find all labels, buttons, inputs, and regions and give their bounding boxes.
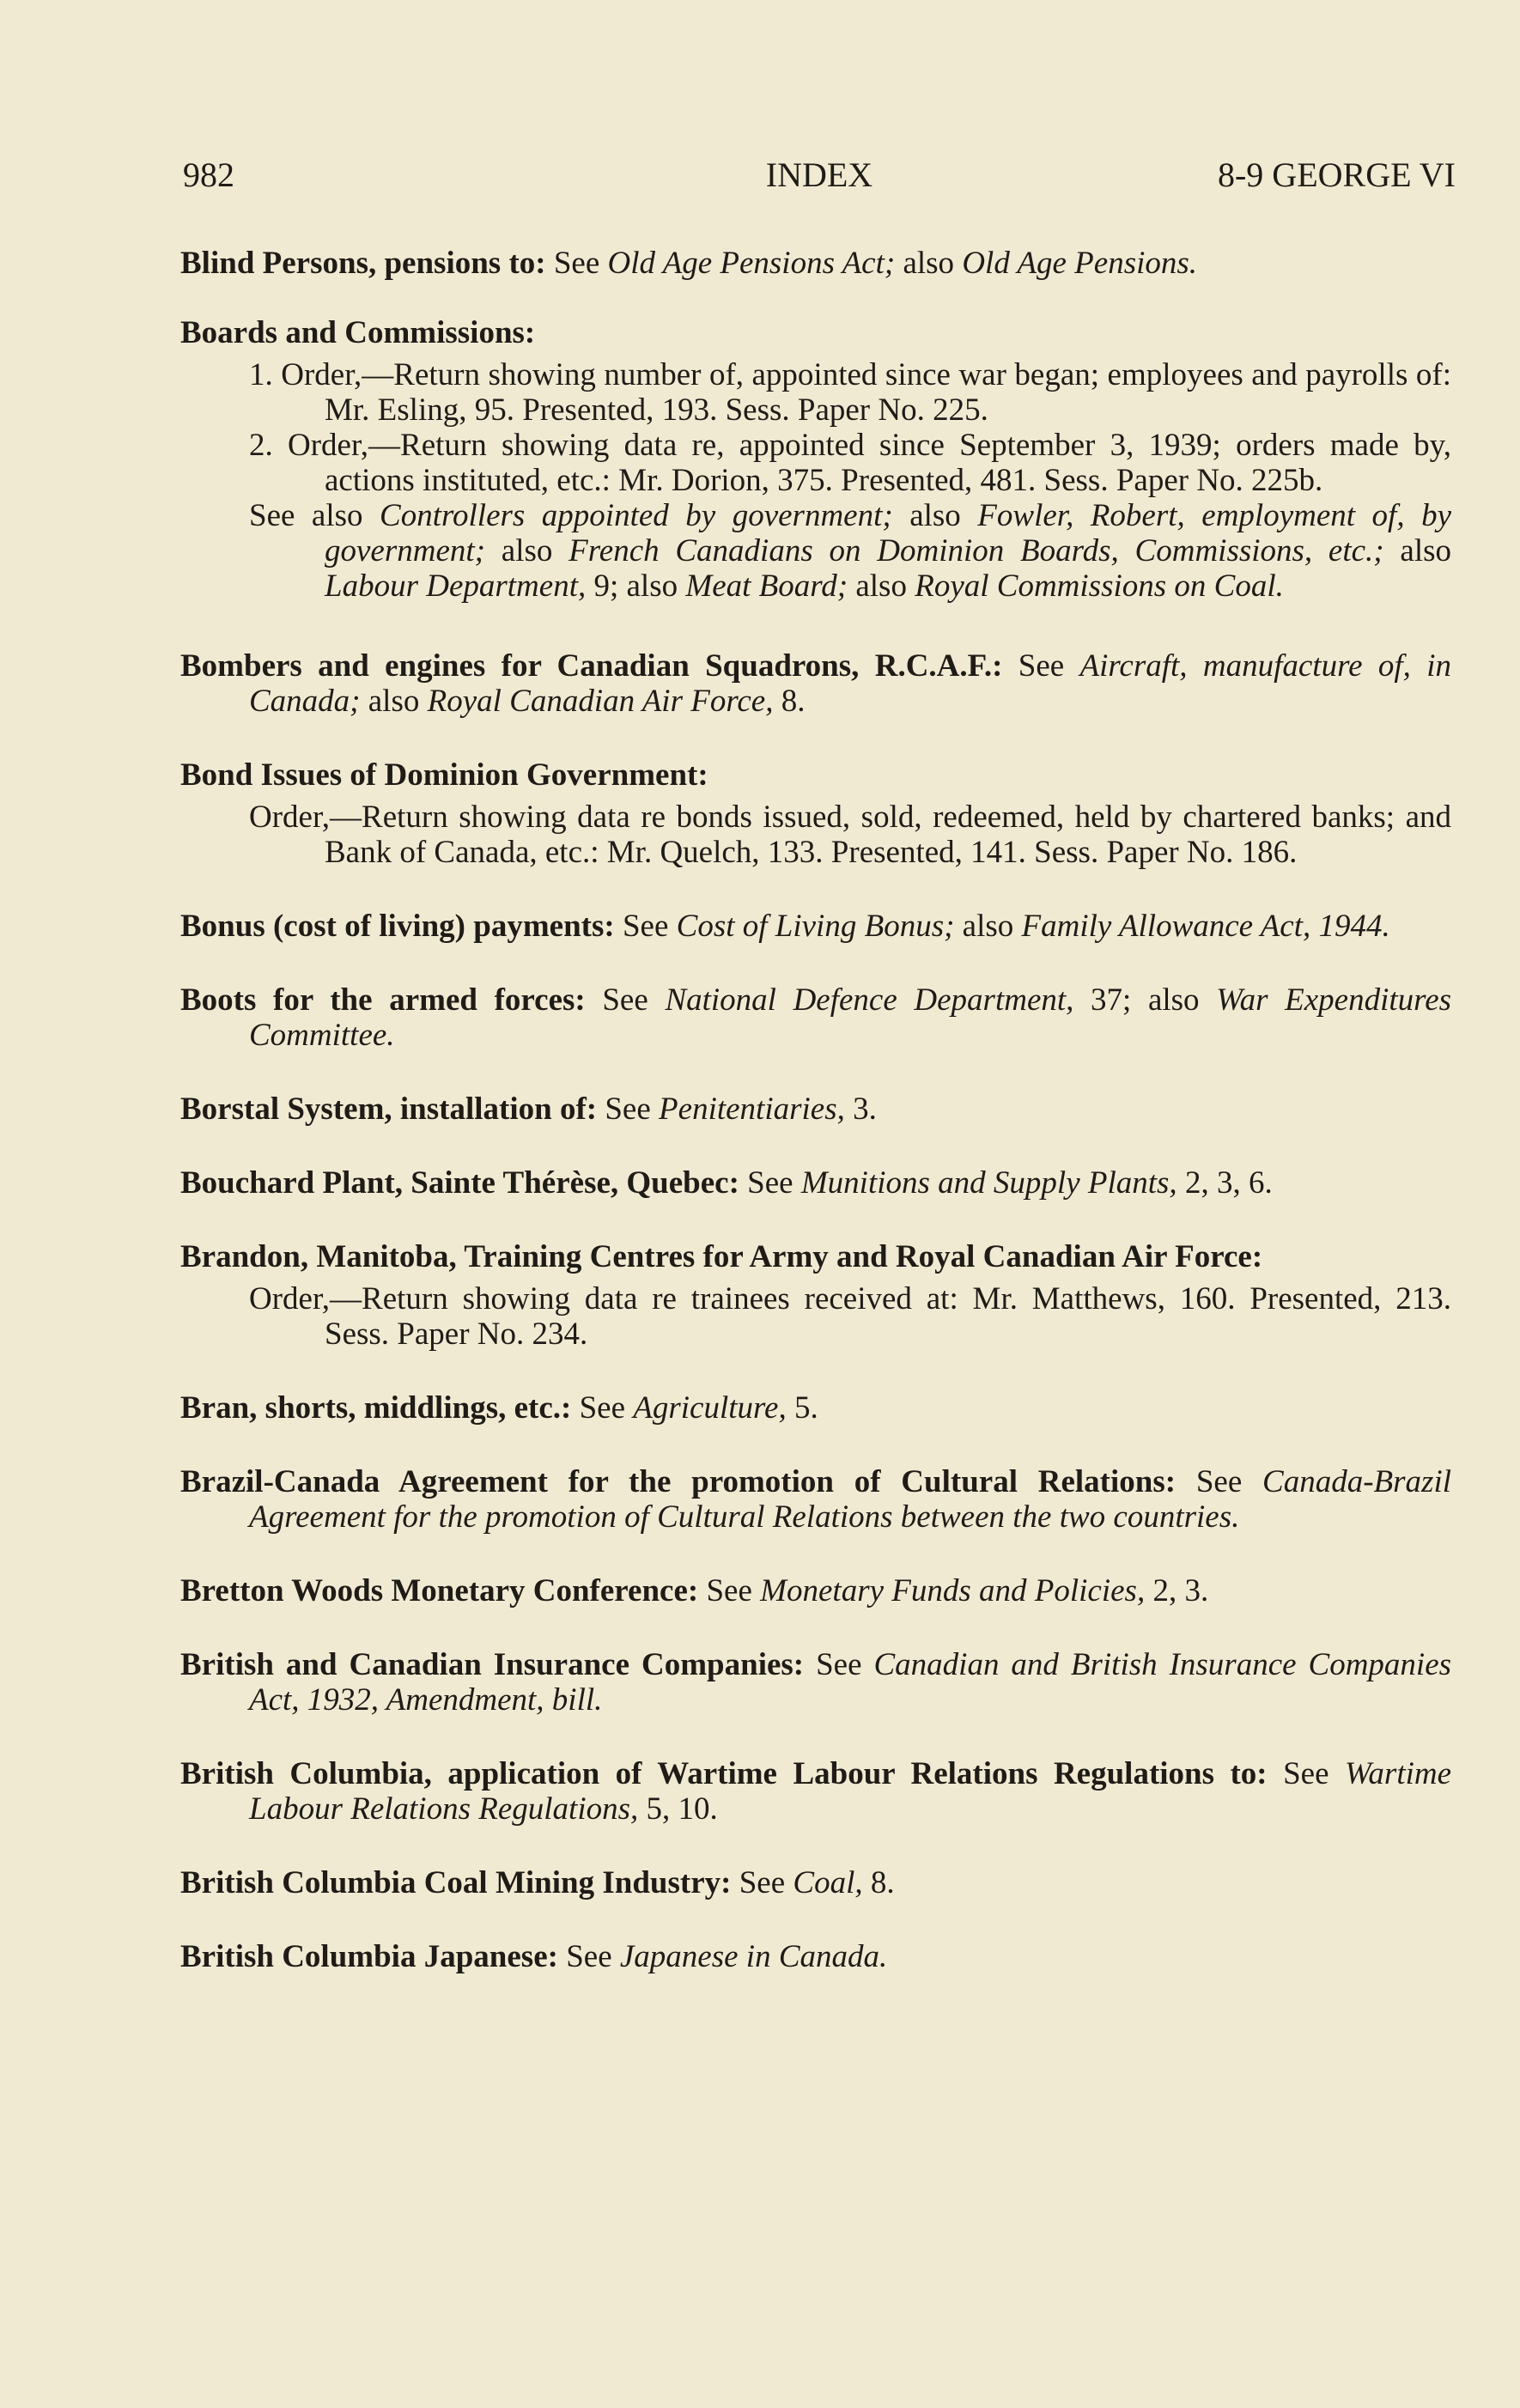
- entry-heading: Bonus (cost of living) payments:: [180, 909, 615, 944]
- cross-reference: Old Age Pensions Act;: [607, 246, 896, 281]
- index-entry: Blind Persons, pensions to: See Old Age Pensions Act; also Old Age Pensions.: [180, 246, 1198, 281]
- index-entry: Bombers and engines for Canadian Squadrons, R.C.A.F.: See Aircraft, manufacture of, in Canada; also Royal Canadian Air Force, 8.: [180, 648, 1451, 719]
- index-entry: [180, 315, 1451, 604]
- entry-heading: Bond Issues of Dominion Government:: [180, 757, 708, 793]
- entry-heading: British and Canadian Insurance Companies:: [180, 1647, 805, 1682]
- entry-heading: Boots for the armed forces:: [180, 982, 586, 1018]
- order-item: 2. Order,—Return showing data re, appointed since September 3, 1939; orders made by, actions instituted, etc.: Mr. Dorion, 375. Presented, 481. Sess. Paper No. 225b.: [249, 428, 1451, 498]
- index-entry: Brazil-Canada Agreement for the promotion of Cultural Relations: See Canada-Brazil Agreement for the promotion of Cultural Relations between the two countries.: [180, 1464, 1452, 1535]
- entry-heading: Borstal System, installation of:: [180, 1092, 598, 1127]
- see-also: See also Controllers appointed by government; also Fowler, Robert, employment of, by government; also French Canadians on Dominion Boards, Commissions, etc.; also Labour Department, 9; also Meat Board; also Royal Commissions on Coal.: [249, 498, 1452, 604]
- index-entry: Bonus (cost of living) payments: See Cost of Living Bonus; also Family Allowance Act, 1944.: [180, 909, 1390, 944]
- entry-heading: Bombers and engines for Canadian Squadrons, R.C.A.F.:: [180, 648, 1003, 684]
- entry-heading: British Columbia Japanese:: [180, 1939, 558, 1974]
- index-entry: Bouchard Plant, Sainte Thérèse, Quebec: See Munitions and Supply Plants, 2, 3, 6.: [180, 1165, 1273, 1201]
- index-entry: British Columbia Japanese: See Japanese in Canada.: [180, 1939, 888, 1974]
- index-entry: Bretton Woods Monetary Conference: See Monetary Funds and Policies, 2, 3.: [180, 1573, 1209, 1608]
- entry-heading: Bran, shorts, middlings, etc.:: [180, 1390, 572, 1426]
- index-entry: British Columbia, application of Wartime Labour Relations Regulations to: See Wartime Labour Relations Regulations, 5, 10.: [180, 1756, 1452, 1827]
- order-item: 1. Order,—Return showing number of, appointed since war began; employees and payrolls of: Mr. Esling, 95. Presented, 193. Sess. Paper No. 225.: [249, 357, 1451, 428]
- index-entry: Boots for the armed forces: See National Defence Department, 37; also War Expenditures Committee.: [180, 982, 1452, 1053]
- index-entry: British and Canadian Insurance Companies: See Canadian and British Insurance Companies Act, 1932, Amendment, bill.: [180, 1647, 1452, 1718]
- order-item: Order,—Return showing data re bonds issued, sold, redeemed, held by chartered banks; and Bank of Canada, etc.: Mr. Quelch, 133. Presented, 141. Sess. Paper No. 186.: [249, 800, 1451, 870]
- index-entry: Borstal System, installation of: See Penitentiaries, 3.: [180, 1092, 877, 1127]
- entry-heading: Bretton Woods Monetary Conference:: [180, 1573, 699, 1608]
- order-item: Order,—Return showing data re trainees received at: Mr. Matthews, 160. Presented, 213. Sess. Paper No. 234.: [249, 1281, 1451, 1352]
- entry-heading: Blind Persons, pensions to:: [180, 246, 546, 281]
- entry-heading: Boards and Commissions:: [180, 315, 536, 350]
- entry-heading: British Columbia, application of Wartime Labour Relations Regulations to:: [180, 1756, 1268, 1791]
- page-title: INDEX: [765, 155, 873, 194]
- index-entry: Bran, shorts, middlings, etc.: See Agriculture, 5.: [180, 1390, 818, 1426]
- entry-heading: Brandon, Manitoba, Training Centres for Army and Royal Canadian Air Force:: [180, 1239, 1263, 1274]
- index-entry: [180, 757, 1451, 870]
- entry-heading: Brazil-Canada Agreement for the promotion of Cultural Relations:: [180, 1464, 1176, 1499]
- entry-heading: British Columbia Coal Mining Industry:: [180, 1865, 732, 1900]
- page-number: 982: [183, 155, 234, 194]
- entry-heading: Bouchard Plant, Sainte Thérèse, Quebec:: [180, 1165, 739, 1201]
- cross-reference: Old Age Pensions.: [962, 246, 1198, 281]
- regnal-year: 8-9 GEORGE VI: [1217, 155, 1456, 194]
- index-entry: [180, 1239, 1451, 1352]
- index-entry: British Columbia Coal Mining Industry: See Coal, 8.: [180, 1865, 895, 1900]
- index-entries: [180, 246, 1451, 2013]
